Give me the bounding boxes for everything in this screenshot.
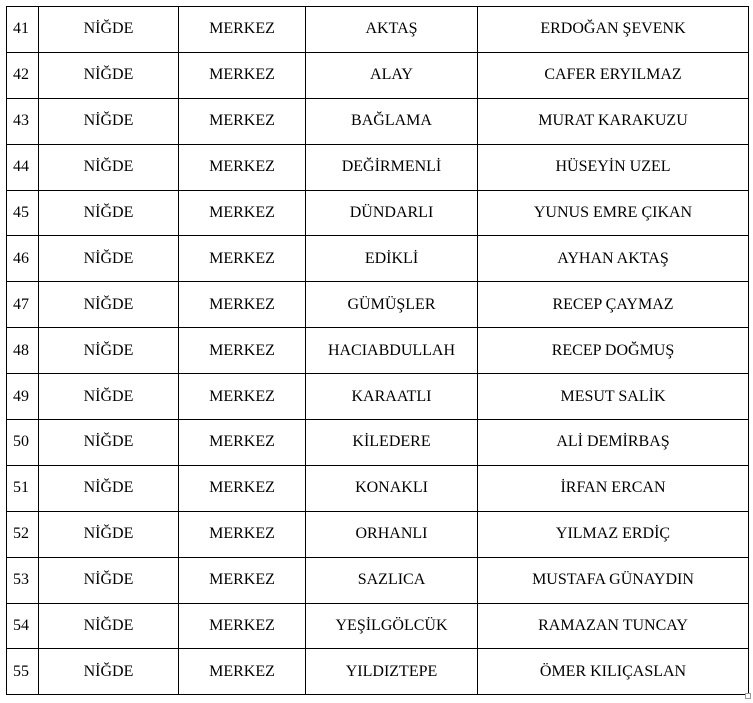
row-number-cell: 51 [7,465,39,511]
table-row [7,420,749,466]
row-number-cell: 54 [7,603,39,649]
province-cell: NİĞDE [39,328,179,374]
table-row [7,236,749,282]
village-cell: EDİKLİ [306,236,478,282]
row-number-cell: 49 [7,374,39,420]
table-row [7,557,749,603]
headman-name-cell: ALİ DEMİRBAŞ [478,420,749,466]
headman-name-cell: RECEP DOĞMUŞ [478,328,749,374]
village-cell: HACIABDULLAH [306,328,478,374]
district-cell: MERKEZ [179,511,306,557]
row-number-cell: 48 [7,328,39,374]
row-number-cell: 45 [7,190,39,236]
district-cell: MERKEZ [179,190,306,236]
headman-name-cell: MURAT KARAKUZU [478,98,749,144]
headman-name-cell: MESUT SALİK [478,374,749,420]
row-number-cell: 42 [7,52,39,98]
village-cell: ALAY [306,52,478,98]
row-number-cell: 52 [7,511,39,557]
headman-name-cell: MUSTAFA GÜNAYDIN [478,557,749,603]
district-cell: MERKEZ [179,144,306,190]
province-cell: NİĞDE [39,465,179,511]
table-row [7,328,749,374]
village-cell: YILDIZTEPE [306,649,478,695]
province-cell: NİĞDE [39,649,179,695]
headman-name-cell: İRFAN ERCAN [478,465,749,511]
district-cell: MERKEZ [179,649,306,695]
province-cell: NİĞDE [39,511,179,557]
row-number-cell: 53 [7,557,39,603]
province-cell: NİĞDE [39,144,179,190]
headman-name-cell: ERDOĞAN ŞEVENK [478,7,749,53]
row-number-cell: 55 [7,649,39,695]
table-row [7,7,749,53]
headman-name-cell: RAMAZAN TUNCAY [478,603,749,649]
table-row [7,374,749,420]
roster-table-body [7,7,749,695]
district-cell: MERKEZ [179,236,306,282]
province-cell: NİĞDE [39,282,179,328]
province-cell: NİĞDE [39,98,179,144]
province-cell: NİĞDE [39,7,179,53]
row-number-cell: 44 [7,144,39,190]
district-cell: MERKEZ [179,465,306,511]
table-end-marker [745,693,751,699]
village-cell: KONAKLI [306,465,478,511]
village-cell: YEŞİLGÖLCÜK [306,603,478,649]
headman-name-cell: YILMAZ ERDİÇ [478,511,749,557]
village-cell: KARAATLI [306,374,478,420]
village-cell: BAĞLAMA [306,98,478,144]
row-number-cell: 47 [7,282,39,328]
province-cell: NİĞDE [39,603,179,649]
village-cell: KİLEDERE [306,420,478,466]
headman-name-cell: AYHAN AKTAŞ [478,236,749,282]
district-cell: MERKEZ [179,420,306,466]
table-row [7,98,749,144]
table-row [7,144,749,190]
roster-table [6,6,749,695]
province-cell: NİĞDE [39,557,179,603]
row-number-cell: 50 [7,420,39,466]
district-cell: MERKEZ [179,557,306,603]
table-row [7,190,749,236]
village-cell: DEĞİRMENLİ [306,144,478,190]
district-cell: MERKEZ [179,603,306,649]
table-row [7,465,749,511]
village-cell: ORHANLI [306,511,478,557]
district-cell: MERKEZ [179,282,306,328]
table-row [7,511,749,557]
table-row [7,603,749,649]
village-cell: SAZLICA [306,557,478,603]
row-number-cell: 46 [7,236,39,282]
province-cell: NİĞDE [39,374,179,420]
district-cell: MERKEZ [179,7,306,53]
headman-name-cell: CAFER ERYILMAZ [478,52,749,98]
table-row [7,52,749,98]
district-cell: MERKEZ [179,374,306,420]
headman-name-cell: RECEP ÇAYMAZ [478,282,749,328]
province-cell: NİĞDE [39,190,179,236]
district-cell: MERKEZ [179,328,306,374]
table-row [7,649,749,695]
district-cell: MERKEZ [179,52,306,98]
province-cell: NİĞDE [39,52,179,98]
headman-name-cell: YUNUS EMRE ÇIKAN [478,190,749,236]
district-cell: MERKEZ [179,98,306,144]
row-number-cell: 41 [7,7,39,53]
province-cell: NİĞDE [39,236,179,282]
table-row [7,282,749,328]
village-cell: GÜMÜŞLER [306,282,478,328]
village-cell: AKTAŞ [306,7,478,53]
province-cell: NİĞDE [39,420,179,466]
headman-name-cell: ÖMER KILIÇASLAN [478,649,749,695]
row-number-cell: 43 [7,98,39,144]
headman-name-cell: HÜSEYİN UZEL [478,144,749,190]
village-cell: DÜNDARLI [306,190,478,236]
